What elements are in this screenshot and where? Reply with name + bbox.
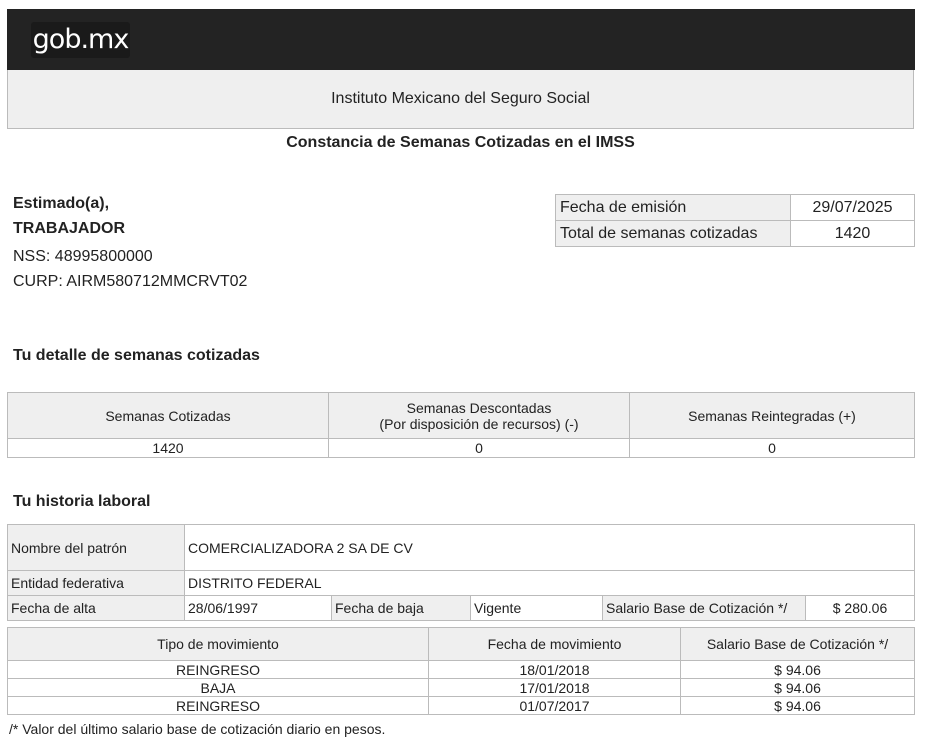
header-weeks-discounted-line2: (Por disposición de recursos) (-) <box>379 415 579 432</box>
table-row <box>8 679 915 697</box>
weeks-contributed-value: 1420 <box>8 439 329 458</box>
employer-value: COMERCIALIZADORA 2 SA DE CV <box>185 525 915 571</box>
employer-table <box>7 524 915 621</box>
curp-label: CURP: <box>13 273 63 290</box>
movements-table <box>7 627 915 715</box>
curp-line <box>13 273 247 291</box>
header-movement-date: Fecha de movimiento <box>429 628 681 661</box>
table-row <box>8 661 915 679</box>
header-movement-salary: Salario Base de Cotización */ <box>681 628 915 661</box>
total-weeks-value: 1420 <box>791 221 915 247</box>
nss-label: NSS: <box>13 248 51 265</box>
weeks-header-row <box>8 393 915 439</box>
table-row <box>8 697 915 715</box>
footnote: /* Valor del último salario base de cotización diario en pesos. <box>9 721 386 737</box>
nss-value: 48995800000 <box>54 248 153 265</box>
movement-salary: $ 94.06 <box>681 679 915 697</box>
weeks-detail-title: Tu detalle de semanas cotizadas <box>13 347 260 364</box>
movement-date: 18/01/2018 <box>429 661 681 679</box>
summary-table <box>555 194 915 247</box>
end-date-label: Fecha de baja <box>332 596 471 621</box>
header-weeks-reinstated: Semanas Reintegradas (+) <box>630 393 915 439</box>
salary-label: Salario Base de Cotización */ <box>603 596 806 621</box>
dates-row <box>8 596 915 621</box>
movement-salary: $ 94.06 <box>681 697 915 715</box>
issue-date-label: Fecha de emisión <box>556 195 791 221</box>
salary-value: $ 280.06 <box>806 596 915 621</box>
movements-header-row <box>8 628 915 661</box>
header-weeks-contributed: Semanas Cotizadas <box>8 393 329 439</box>
institution-name: Instituto Mexicano del Seguro Social <box>331 90 590 107</box>
movement-date: 01/07/2017 <box>429 697 681 715</box>
weeks-detail-table <box>7 392 915 458</box>
employer-row <box>8 525 915 571</box>
employer-label: Nombre del patrón <box>8 525 185 571</box>
greeting: Estimado(a), <box>13 195 110 212</box>
total-weeks-label: Total de semanas cotizadas <box>556 221 791 247</box>
nss-line <box>13 248 153 266</box>
movement-type: REINGRESO <box>8 661 429 679</box>
weeks-values-row <box>8 439 915 458</box>
movement-salary: $ 94.06 <box>681 661 915 679</box>
weeks-discounted-value: 0 <box>329 439 630 458</box>
header-bar <box>7 9 915 70</box>
issue-date-row <box>556 195 915 221</box>
header-movement-type: Tipo de movimiento <box>8 628 429 661</box>
start-date-value: 28/06/1997 <box>185 596 332 621</box>
movement-type: BAJA <box>8 679 429 697</box>
state-label: Entidad federativa <box>8 571 185 596</box>
work-history-title: Tu historia laboral <box>13 493 151 510</box>
header-weeks-discounted <box>329 393 630 439</box>
curp-value: AIRM580712MMCRVT02 <box>66 273 248 290</box>
header-weeks-discounted-line1: Semanas Descontadas <box>406 399 552 416</box>
end-date-value: Vigente <box>471 596 603 621</box>
weeks-reinstated-value: 0 <box>630 439 915 458</box>
movement-type: REINGRESO <box>8 697 429 715</box>
issue-date-value: 29/07/2025 <box>791 195 915 221</box>
state-row <box>8 571 915 596</box>
worker-name: TRABAJADOR <box>13 220 125 237</box>
movement-date: 17/01/2018 <box>429 679 681 697</box>
document-title: Constancia de Semanas Cotizadas en el IMSS <box>286 134 635 151</box>
start-date-label: Fecha de alta <box>8 596 185 621</box>
state-value: DISTRITO FEDERAL <box>185 571 915 596</box>
total-weeks-row <box>556 221 915 247</box>
gob-mx-logo[interactable]: gob.mx <box>31 22 130 58</box>
